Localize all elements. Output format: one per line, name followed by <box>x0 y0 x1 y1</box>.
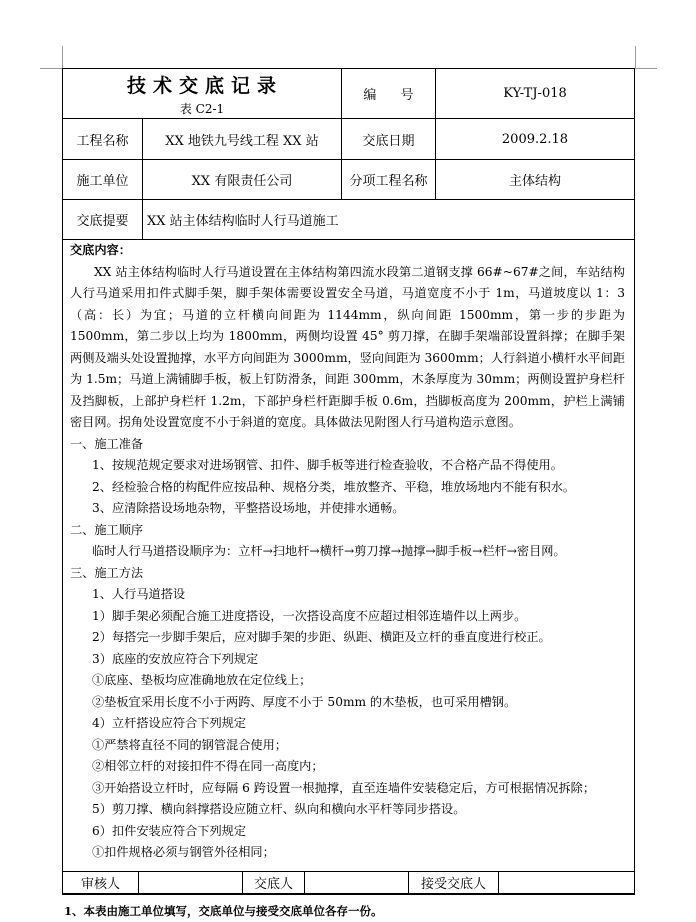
content-line: 6）扣件安装应符合下列规定 <box>92 823 247 838</box>
receiver-label: 接受交底人 <box>420 877 486 892</box>
content-line: 3）底座的安放应符合下列规定 <box>92 651 259 666</box>
summary-value-cell <box>143 200 634 240</box>
footer-note: 1、本表由施工单位填写，交底单位与接受交底单位各存一份。 <box>64 904 383 918</box>
sub-project-label: 分项工程名称 <box>349 174 428 189</box>
content-line: 临时人行马道搭设顺序为：立杆→扫地杆→横杆→剪刀撑→抛撑→脚手板→栏杆→密目网。 <box>92 544 566 558</box>
content-line: ①底座、垫板均应准确地放在定位线上； <box>92 673 312 687</box>
content-intro: XX 站主体结构临时人行马道设置在主体结构第四流水段第二道钢支撑 66#~67#之间，车站结构人行马道采用扣件式脚手架，脚手架体需要设置安全马道，马道宽度不小于 1m，马道坡度以 1：3（高：长）为宜；马道的立杆横向间距为 1144mm，纵向间距 1500mm，第一步的步距为 1500mm，第二步以上均为 1800mm，两侧均设置 45° 剪刀撑，在脚手架端部设置斜撑；在脚手架两侧及端头处设置抛撑，水平方向间距为 3000mm，竖向间距为 3600mm；人行斜道小横杆水平间距为 1.5m；马道上满铺脚手板，板上钉防滑条，间距 300mm，木条厚度为 30mm；两侧设置护身栏杆及挡脚板，上部护身栏杆 1.2m，下部护身栏杆距脚手板 0.6m，挡脚板高度为 200mm，护栏上满铺密目网。拐角处设置宽度不小于斜道的宽度。具体做法见附图人行马道构造示意图。 <box>70 264 625 429</box>
crop-mark <box>40 68 62 69</box>
content-line: ③开始搭设立杆时，应每隔 6 跨设置一根抛撑，直至连墙件安装稳定后，方可根据情况拆除； <box>92 780 596 795</box>
sub-project-value: 主体结构 <box>508 174 561 189</box>
form-number: 表 C2-1 <box>179 101 225 116</box>
crop-mark <box>635 46 636 68</box>
unit-label-cell <box>63 160 143 200</box>
title-cell <box>63 69 342 119</box>
content-line: 3、应清除搭设场地杂物，平整搭设场地，并使排水通畅。 <box>92 501 405 515</box>
discloser-label-cell <box>243 872 305 894</box>
section-heading: 二、施工顺序 <box>70 522 144 537</box>
project-label-cell <box>63 119 143 160</box>
sub-value-cell <box>436 160 634 200</box>
content-line: 5）剪刀撑、横向斜撑搭设应随立杆、纵向和横向水平杆等同步搭设。 <box>92 802 466 816</box>
content-line: 2）每搭完一步脚手架后，应对脚手架的步距、纵距、横距及立杆的垂直度进行校正。 <box>92 630 551 644</box>
content-heading: 交底内容： <box>70 243 131 257</box>
unit-value-cell <box>143 160 342 200</box>
content-line: ①扣件规格必须与钢管外径相同； <box>92 845 275 859</box>
number-label-cell <box>342 69 436 119</box>
reviewer-sign-cell <box>139 872 243 894</box>
form-title: 技术交底记录 <box>126 74 283 97</box>
unit-label: 施工单位 <box>76 174 129 189</box>
date-value-cell <box>436 119 634 160</box>
summary-label-cell <box>63 200 143 240</box>
content-line: 4）立杆搭设应符合下列规定 <box>92 716 247 730</box>
content-line: ②垫板宜采用长度不小于两跨、厚度不小于 50mm 的木垫板，也可采用槽钢。 <box>92 694 517 709</box>
content-line: 1、人行马道搭设 <box>92 587 186 601</box>
crop-mark <box>62 46 63 68</box>
unit-value: XX 有限责任公司 <box>191 174 293 189</box>
reviewer-label-cell <box>63 872 139 894</box>
number-value-cell <box>436 69 634 119</box>
content-lines <box>70 434 625 864</box>
disclosure-content <box>63 240 634 872</box>
project-value: XX 地铁九号线工程 XX 站 <box>165 133 319 149</box>
number-value: KY-TJ-018 <box>503 86 567 101</box>
content-line: 1、按规范规定要求对进场钢管、扣件、脚手板等进行检查验收，不合格产品不得使用。 <box>92 458 563 472</box>
date-label-cell <box>342 119 436 160</box>
number-label: 编 号 <box>363 88 424 103</box>
content-line: 2、经检验合格的构配件应按品种、规格分类，堆放整齐、平稳，堆放场地内不能有积水。 <box>92 479 576 494</box>
receiver-sign-cell <box>499 872 634 894</box>
summary-value: XX 站主体结构临时人行马道施工 <box>147 214 339 229</box>
section-heading: 三、施工方法 <box>70 565 144 580</box>
discloser-label: 交底人 <box>253 877 293 892</box>
reviewer-label: 审核人 <box>80 877 120 892</box>
content-line: ②相邻立杆的对接扣件不得在同一高度内； <box>92 759 324 773</box>
date-value: 2009.2.18 <box>501 131 569 147</box>
content-line: 1）脚手架必须配合施工进度搭设，一次搭设高度不应超过相邻连墙件以上两步。 <box>92 608 527 623</box>
receiver-label-cell <box>409 872 499 894</box>
section-heading: 一、施工准备 <box>70 436 144 451</box>
content-line: ①严禁将直径不同的钢管混合使用； <box>92 737 287 752</box>
project-label: 工程名称 <box>76 133 129 149</box>
sub-label-cell <box>342 160 436 200</box>
project-value-cell <box>143 119 342 160</box>
summary-label: 交底提要 <box>76 214 129 229</box>
crop-mark <box>635 68 657 69</box>
discloser-sign-cell <box>305 872 409 894</box>
disclosure-form <box>62 68 635 895</box>
date-label: 交底日期 <box>362 133 415 149</box>
